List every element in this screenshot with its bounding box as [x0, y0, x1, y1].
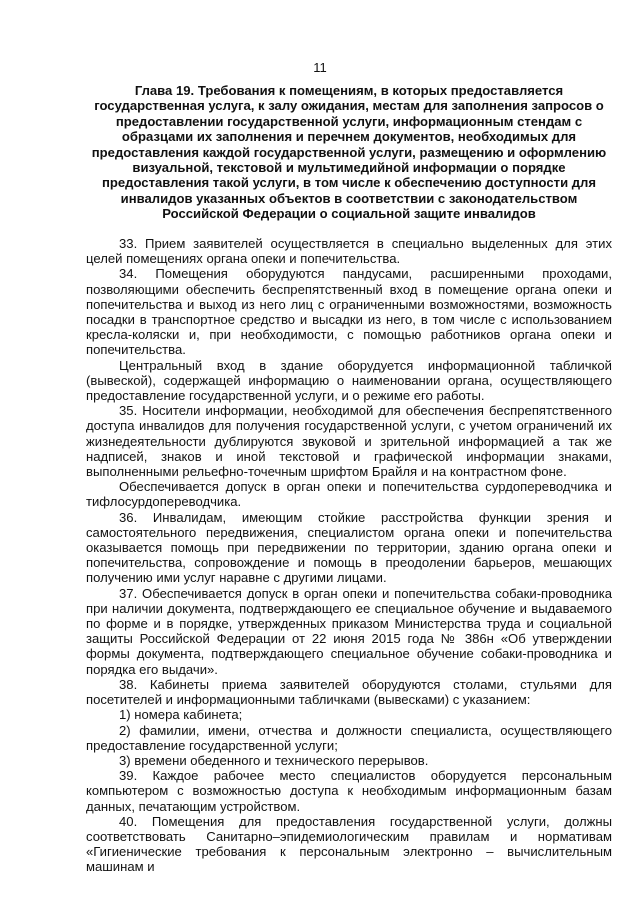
body-text [86, 236, 612, 875]
paragraph: 35. Носители информации, необходимой для обеспечения беспрепятственного доступа инвалидов для получения государственной услуги, с учетом ограничений их жизнедеятельности дублируются звуковой и зрительной информацией а так же надписей, знаков и иной текстовой и графической информации знаками, выполненными рельефно-точечным шрифтом Брайля и на контрастном фоне. [86, 403, 612, 480]
paragraph: Центральный вход в здание оборудуется информационной табличкой (вывеской), содержащей информацию о наименовании органа, осуществляющего предоставление государственной услуги, и о режиме его работы. [86, 357, 612, 404]
paragraph: Обеспечивается допуск в орган опеки и попечительства сурдопереводчика и тифлосурдопереводчика. [86, 479, 612, 510]
page-number: 11 [313, 60, 327, 75]
chapter-title: Глава 19. Требования к помещениям, в которых предоставляется государственная услуга, к залу ожидания, местам для заполнения запросов о предоставлении государственной услуги, информационным стендам с образцами их заполнения и перечнем документов, необходимых для предоставления каждой государственной услуги, размещению и оформлению визуальной, текстовой и мультимедийной информации о порядке предоставления такой услуги, в том числе к обеспечению доступности для инвалидов указанных объектов в соответствии с законодательством Российской Федерации о социальной защите инвалидов [91, 83, 607, 222]
paragraph: 33. Прием заявителей осуществляется в специально выделенных для этих целей помещениях органа опеки и попечительства. [86, 236, 612, 267]
list-item: 3) времени обеденного и технического перерывов. [119, 752, 429, 768]
paragraph: 34. Помещения оборудуются пандусами, расширенными проходами, позволяющими обеспечить беспрепятственный вход в помещение органа опеки и попечительства и выход из него лиц с ограниченными возможностями, возможность посадки в транспортное средство и высадки из него, в том числе с использованием кресла-коляски и, при необходимости, с помощью работников органа опеки и попечительства. [86, 266, 612, 358]
list-item: 1) номера кабинета; [119, 707, 243, 723]
list-item: 2) фамилии, имени, отчества и должности специалиста, осуществляющего предоставление государственной услуги; [86, 722, 612, 753]
paragraph: 37. Обеспечивается допуск в орган опеки и попечительства собаки-проводника при наличии документа, подтверждающего ее специальное обучение и выдаваемого по форме и в порядке, утвержденных приказом Министерства труда и социальной защиты Российской Федерации от 22 июня 2015 года № 386н «Об утверждении формы документа, подтверждающего специальное обучение собаки-проводника и порядка его выдачи». [86, 585, 612, 677]
paragraph: 39. Каждое рабочее место специалистов оборудуется персональным компьютером с возможностью доступа к необходимым информационным базам данных, печатающим устройством. [86, 768, 612, 814]
paragraph: 38. Кабинеты приема заявителей оборудуются столами, стульями для посетителей и информационными табличками (вывесками) с указанием: [86, 676, 612, 708]
paragraph: 40. Помещения для предоставления государственной услуги, должны соответствовать Санитарно–эпидемиологическим правилам и нормативам «Гигиенические требования к персональным электронно – вычислительным машинам и [86, 813, 612, 875]
paragraph: 36. Инвалидам, имеющим стойкие расстройства функции зрения и самостоятельного передвижения, специалистом органа опеки и попечительства оказывается помощь при передвижении по территории, зданию органа опеки и попечительства, сопровождение и помощь в преодолении барьеров, мешающих получению ими услуг наравне с другими лицами. [86, 509, 612, 586]
